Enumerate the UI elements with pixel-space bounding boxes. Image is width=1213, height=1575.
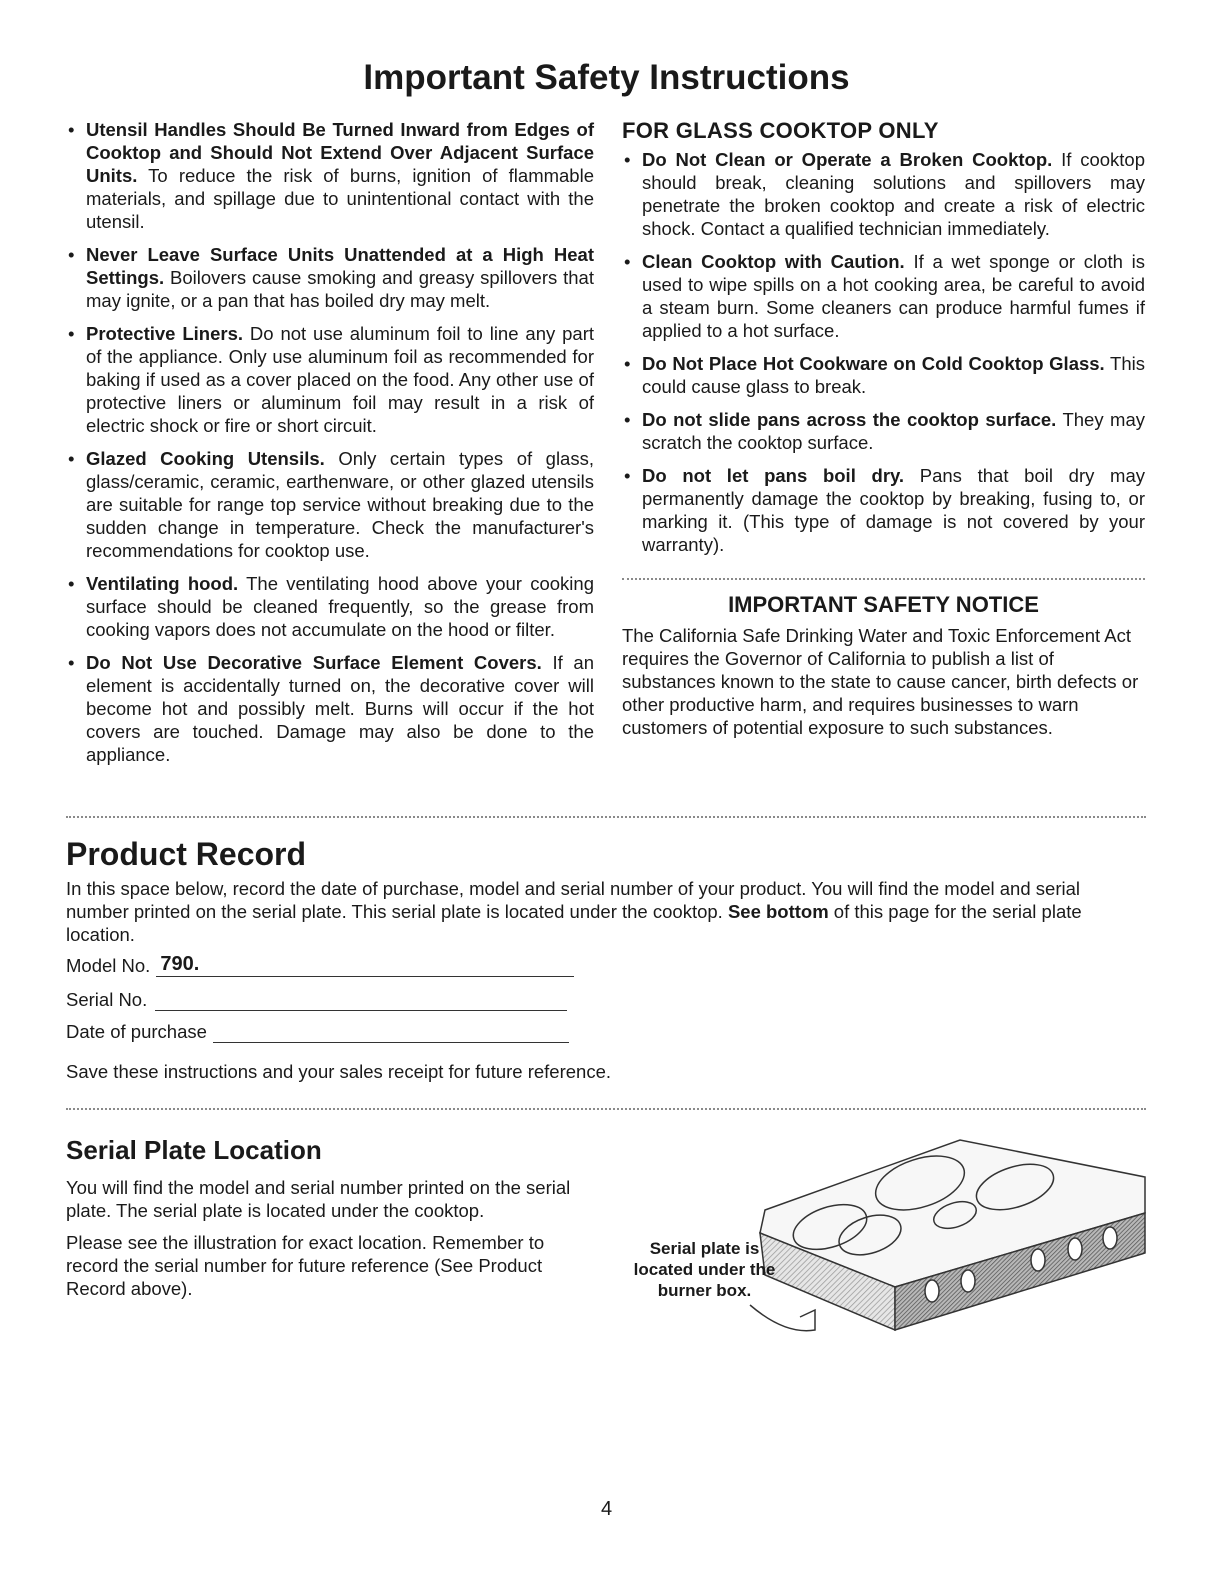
page-number: 4 <box>600 1498 613 1520</box>
list-item <box>66 243 594 312</box>
notice-text: The California Safe Drinking Water and Toxic Enforcement Act requires the Governor of California to publish a list of substances known to the state to cause cancer, birth defects or other productive harm, and requires businesses to warn customers of potential exposure to such substances. <box>622 625 1139 738</box>
notice-divider <box>622 578 1145 580</box>
notice-title: IMPORTANT SAFETY NOTICE <box>728 592 1039 617</box>
list-item <box>622 352 1145 398</box>
item-text: This could cause glass to break. <box>642 353 1145 397</box>
list-item <box>66 447 594 562</box>
date-of-purchase-row <box>66 1021 569 1043</box>
serial-number-row <box>66 989 567 1011</box>
item-text: If an element is accidentally turned on, the decorative cover will become hot and possibly melt. Burns will occur if the hot covers are touched. Damage may also be done to the appliance. <box>86 652 594 765</box>
glass-cooktop-heading: FOR GLASS COOKTOP ONLY <box>622 118 939 143</box>
item-text: Do not use aluminum foil to line any part of the appliance. Only use aluminum foil as recommended for baking if used as a cover placed on the food. Any other use of protective liners or aluminum foil may result in a risk of electric shock or fire or short circuit. <box>86 323 594 436</box>
item-heading: Do not slide pans across the cooktop surface. <box>642 409 1057 430</box>
item-text: They may scratch the cooktop surface. <box>642 409 1145 453</box>
item-text: Pans that boil dry may permanently damage the cooktop by breaking, fusing to, or marking it. (This type of damage is not covered by your warranty). <box>642 465 1145 555</box>
list-item <box>622 408 1145 454</box>
glass-safety-list <box>622 148 1145 556</box>
page-title: Important Safety Instructions <box>363 58 850 97</box>
item-text: If a wet sponge or cloth is used to wipe spills on a hot cooking area, be careful to avoid a steam burn. Some cleaners can produce harmful fumes if applied to a hot surface. <box>642 251 1146 341</box>
serial-number-field[interactable] <box>155 990 567 1011</box>
list-item <box>622 464 1145 556</box>
left-safety-list <box>66 118 594 766</box>
model-value: 790. <box>160 953 200 975</box>
product-record-title: Product Record <box>66 836 307 872</box>
item-text: Only certain types of glass, glass/ceramic, ceramic, earthenware, or other glazed utensils are suitable for range top service without breaking due to the sudden change in temperature. Check the manufacturer's recommendations for cooktop use. <box>86 448 594 561</box>
section-divider <box>66 1108 1146 1110</box>
serial-plate-title: Serial Plate Location <box>66 1135 322 1165</box>
list-item <box>66 322 594 437</box>
left-column <box>66 118 594 776</box>
model-number-row <box>66 955 574 977</box>
item-heading: Never Leave Surface Units Unattended at a High Heat Settings. <box>86 244 594 288</box>
item-text: Boilovers cause smoking and greasy spillovers that may ignite, or a pan that has boiled dry may melt. <box>86 267 594 311</box>
list-item <box>66 118 594 233</box>
item-heading: Ventilating hood. <box>86 573 239 594</box>
list-item <box>622 250 1145 342</box>
item-heading: Utensil Handles Should Be Turned Inward from Edges of Cooktop and Should Not Extend Over Adjacent Surface Units. <box>86 119 594 186</box>
safety-notice <box>622 592 1145 739</box>
list-item <box>66 651 594 766</box>
item-text: To reduce the risk of burns, ignition of flammable materials, and spillage due to unintentional contact with the utensil. <box>86 165 594 232</box>
item-heading: Do not let pans boil dry. <box>642 465 905 486</box>
model-number-field[interactable] <box>156 953 574 977</box>
item-heading: Do Not Place Hot Cookware on Cold Cooktop Glass. <box>642 353 1105 374</box>
list-item <box>622 148 1145 240</box>
see-bottom-text: See bottom <box>727 901 829 922</box>
serial-label: Serial No. <box>66 989 148 1010</box>
list-item <box>66 572 594 641</box>
item-heading: Glazed Cooking Utensils. <box>86 448 325 469</box>
product-record-intro <box>66 877 1146 946</box>
model-label: Model No. <box>66 955 151 976</box>
section-divider <box>66 816 1146 818</box>
serial-plate-callout: Serial plate is located under the burner box. <box>633 1239 776 1300</box>
item-heading: Do Not Use Decorative Surface Element Covers. <box>86 652 542 673</box>
item-text: The ventilating hood above your cooking surface should be cleaned frequently, so the grease from cooking vapors does not accumulate on the hood or filter. <box>86 573 594 640</box>
intro-text: In this space below, record the date of purchase, model and serial number of your product. You will find the model and serial number printed on the serial plate. This serial plate is located under the cooktop. <box>66 878 1080 922</box>
item-text: If cooktop should break, cleaning solutions and spillovers may penetrate the broken cooktop and create a risk of electric shock. Contact a qualified technician immediately. <box>642 149 1145 239</box>
date-of-purchase-field[interactable] <box>213 1022 569 1043</box>
right-column <box>622 118 1145 566</box>
item-heading: Do Not Clean or Operate a Broken Cooktop. <box>642 149 1053 170</box>
save-note: Save these instructions and your sales receipt for future reference. <box>66 1061 612 1082</box>
serial-plate-para-2: Please see the illustration for exact location. Remember to record the serial number for future reference (See Product Record above). <box>66 1232 545 1299</box>
item-heading: Clean Cooktop with Caution. <box>642 251 905 272</box>
item-heading: Protective Liners. <box>86 323 244 344</box>
serial-plate-para-1: You will find the model and serial number printed on the serial plate. The serial plate is located under the cooktop. <box>66 1177 571 1221</box>
intro-text-end: of this page for the serial plate location. <box>66 901 1082 945</box>
date-label: Date of purchase <box>66 1021 207 1042</box>
